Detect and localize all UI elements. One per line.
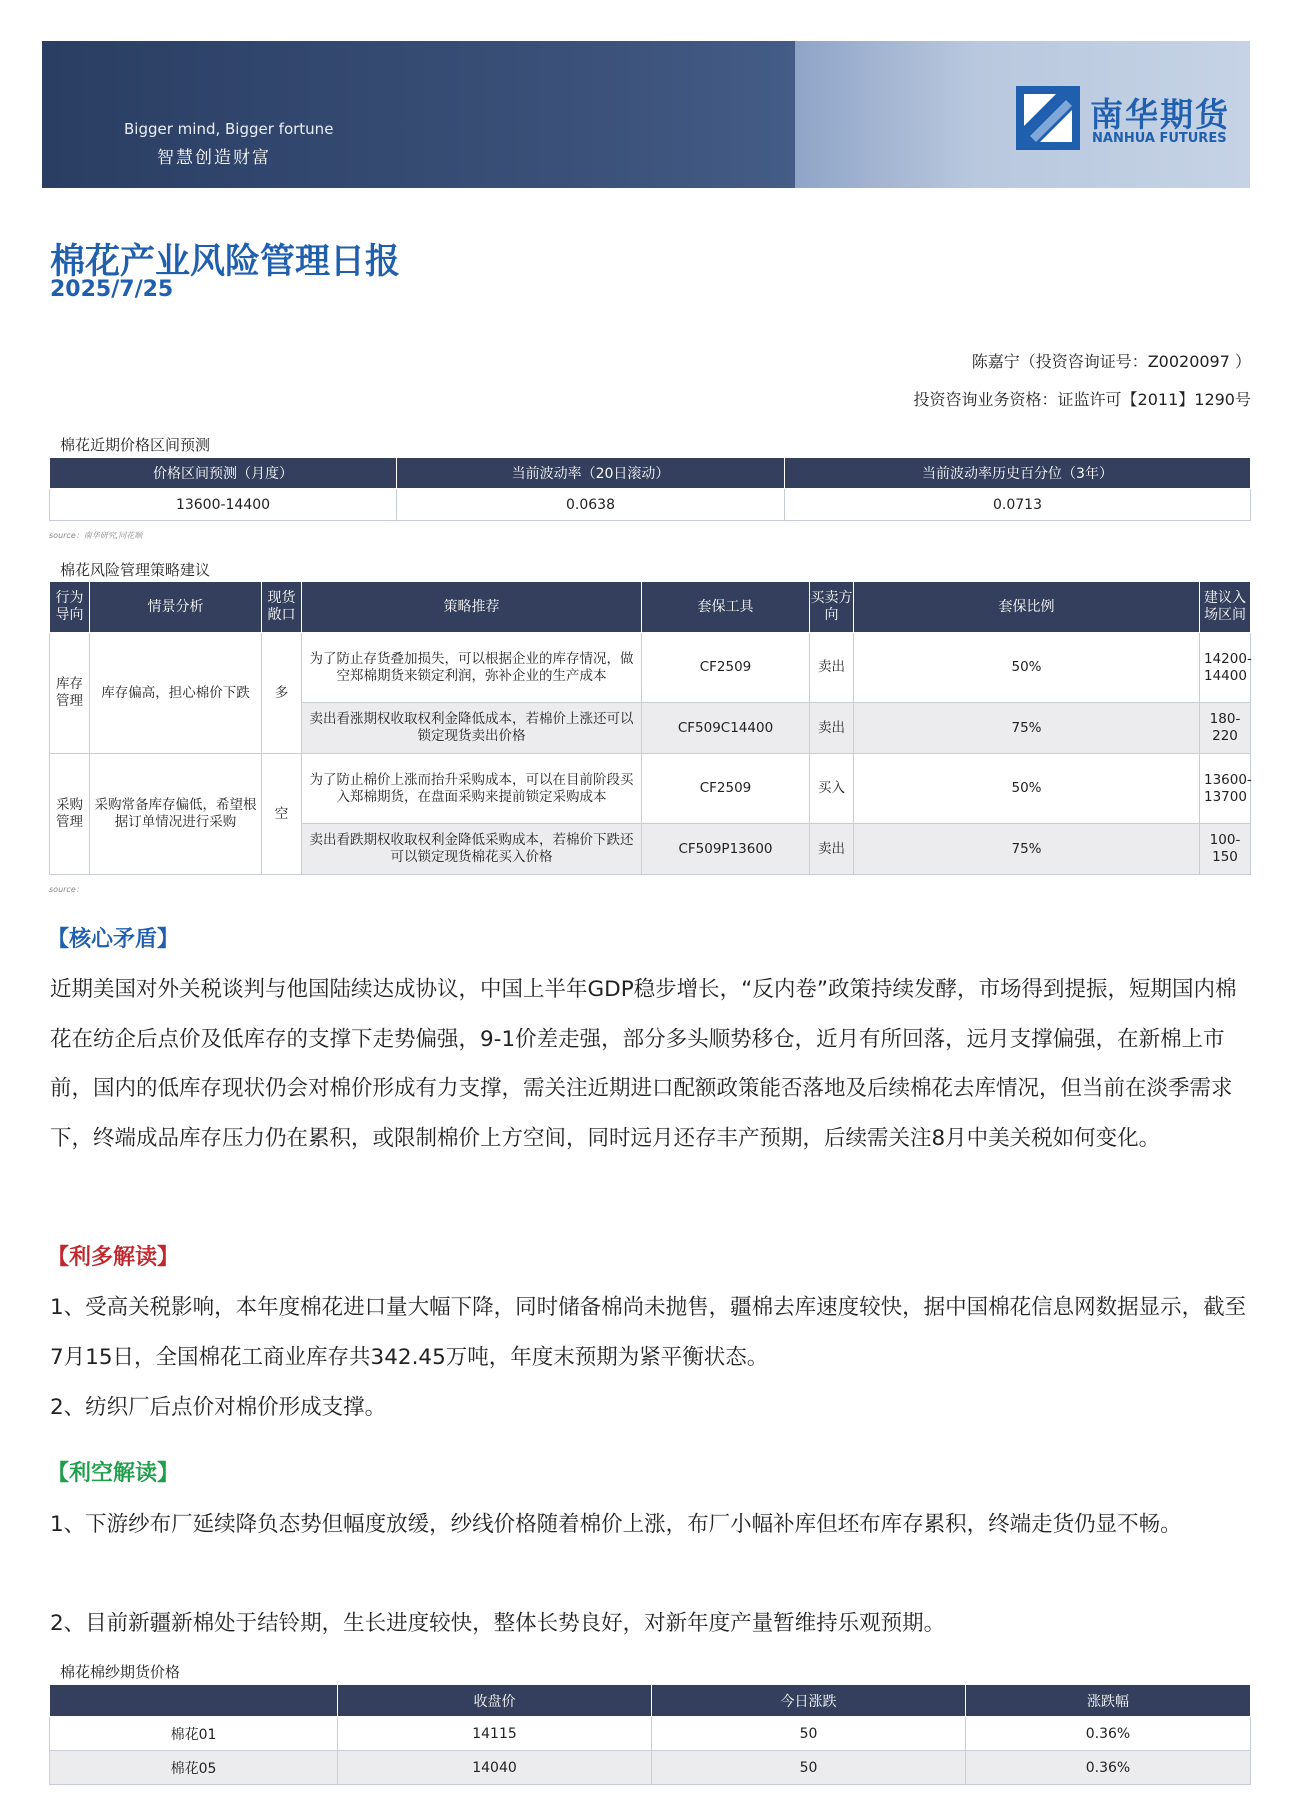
table-header	[50, 1685, 338, 1717]
table-cell: 13600-14400	[50, 489, 397, 521]
ratio-cell: 75%	[854, 824, 1200, 875]
tool-cell: CF509P13600	[642, 824, 810, 875]
bullish-paragraph-1: 1、受高关税影响，本年度棉花进口量大幅下降，同时储备棉尚未抛售，疆棉去库速度较快，据中国棉花信息网数据显示，截至7月15日，全国棉花工商业库存共342.45万吨，年度末预期为紧平衡状态。	[50, 1295, 1247, 1370]
bullish-paragraph-2: 2、纺织厂后点价对棉价形成支撑。	[50, 1395, 387, 1420]
table-cell: 棉花05	[50, 1751, 338, 1785]
strategy-cell: 为了防止棉价上涨而抬升采购成本，可以在目前阶段买入郑棉期货，在盘面采购来提前锁定采购成本	[302, 754, 642, 824]
table-header: 涨跌幅	[966, 1685, 1251, 1717]
bearish-paragraph-1: 1、下游纱布厂延续降负态势但幅度放缓，纱线价格随着棉价上涨，布厂小幅补库但坯布库存累积，终端走货仍显不畅。	[50, 1512, 1182, 1537]
table-header: 套保比例	[854, 582, 1200, 633]
strategy-cell: 为了防止存货叠加损失，可以根据企业的库存情况，做空郑棉期货来锁定利润，弥补企业的生产成本	[302, 633, 642, 703]
range-cell: 14200-14400	[1200, 633, 1251, 703]
table-row	[50, 633, 1251, 703]
core-heading: 【核心矛盾】	[47, 927, 180, 952]
slogan-en: Bigger mind, Bigger fortune	[124, 120, 334, 138]
table-header: 价格区间预测（月度）	[50, 458, 397, 489]
slogan-cn: 智慧创造财富	[157, 148, 271, 168]
table-cell: 0.36%	[966, 1717, 1251, 1751]
table-header: 当前波动率历史百分位（3年）	[785, 458, 1251, 489]
exposure-cell: 空	[262, 754, 302, 875]
bearish-heading: 【利空解读】	[47, 1461, 180, 1486]
range-cell: 100-150	[1200, 824, 1251, 875]
table-cell: 50	[652, 1751, 966, 1785]
table-header: 建议入场区间	[1200, 582, 1251, 633]
table-cell: 14115	[338, 1717, 652, 1751]
table-cell: 0.0638	[397, 489, 785, 521]
orientation-cell: 采购管理	[50, 754, 90, 875]
table-cell: 0.36%	[966, 1751, 1251, 1785]
table-header: 现货敞口	[262, 582, 302, 633]
table-header: 当前波动率（20日滚动）	[397, 458, 785, 489]
table-header: 收盘价	[338, 1685, 652, 1717]
source-note: source：南华研究,同花顺	[49, 531, 143, 540]
nanhua-logo-icon	[1016, 86, 1080, 150]
strategy-title: 棉花风险管理策略建议	[60, 561, 211, 579]
qualification-line: 投资咨询业务资格：证监许可【2011】1290号	[913, 390, 1251, 409]
header-banner	[42, 41, 1250, 188]
futures-title: 棉花棉纱期货价格	[60, 1663, 181, 1681]
ratio-cell: 50%	[854, 633, 1200, 703]
range-cell: 180-220	[1200, 703, 1251, 754]
direction-cell: 卖出	[810, 703, 854, 754]
table-cell: 50	[652, 1717, 966, 1751]
table-header: 套保工具	[642, 582, 810, 633]
strategy-cell: 卖出看跌期权收取权利金降低采购成本，若棉价下跌还可以锁定现货棉花买入价格	[302, 824, 642, 875]
report-title: 棉花产业风险管理日报	[50, 242, 401, 282]
table-cell: 0.0713	[785, 489, 1251, 521]
tool-cell: CF2509	[642, 754, 810, 824]
table-row	[50, 1717, 1251, 1751]
orientation-cell: 库存管理	[50, 633, 90, 754]
futures-table	[49, 1684, 1251, 1785]
table-cell: 14040	[338, 1751, 652, 1785]
ratio-cell: 50%	[854, 754, 1200, 824]
table-row	[50, 489, 1251, 521]
direction-cell: 卖出	[810, 633, 854, 703]
tool-cell: CF2509	[642, 633, 810, 703]
strategy-cell: 卖出看涨期权收取权利金降低成本，若棉价上涨还可以锁定现货卖出价格	[302, 703, 642, 754]
logo-text-en: NANHUA FUTURES	[1092, 131, 1227, 146]
table-row	[50, 754, 1251, 824]
price-range-table	[49, 457, 1251, 521]
table-row	[50, 1751, 1251, 1785]
scenario-cell: 库存偏高，担心棉价下跌	[90, 633, 262, 754]
table-cell: 棉花01	[50, 1717, 338, 1751]
tool-cell: CF509C14400	[642, 703, 810, 754]
source-note: source：	[49, 885, 84, 894]
price-range-title: 棉花近期价格区间预测	[60, 436, 211, 454]
direction-cell: 卖出	[810, 824, 854, 875]
table-header: 情景分析	[90, 582, 262, 633]
table-header: 策略推荐	[302, 582, 642, 633]
table-header: 行为导向	[50, 582, 90, 633]
core-paragraph: 近期美国对外关税谈判与他国陆续达成协议，中国上半年GDP稳步增长，“反内卷”政策持续发酵，市场得到提振，短期国内棉花在纺企后点价及低库存的支撑下走势偏强，9-1价差走强，部分多头顺势移仓，近月有所回落，远月支撑偏强，在新棉上市前，国内的低库存现状仍会对棉价形成有力支撑，需关注近期进口配额政策能否落地及后续棉花去库情况，但当前在淡季需求下，终端成品库存压力仍在累积，或限制棉价上方空间，同时远月还存丰产预期，后续需关注8月中美关税如何变化。	[50, 977, 1237, 1151]
report-date: 2025/7/25	[50, 277, 174, 302]
author-line: 陈嘉宁（投资咨询证号：Z0020097 ）	[971, 352, 1251, 371]
table-header: 今日涨跌	[652, 1685, 966, 1717]
strategy-table	[49, 581, 1251, 875]
logo-text-cn: 南华期货	[1090, 95, 1230, 134]
direction-cell: 买入	[810, 754, 854, 824]
bullish-heading: 【利多解读】	[47, 1245, 180, 1270]
bearish-paragraph-2: 2、目前新疆新棉处于结铃期，生长进度较快，整体长势良好，对新年度产量暂维持乐观预期。	[50, 1611, 946, 1636]
exposure-cell: 多	[262, 633, 302, 754]
table-header: 买卖方向	[810, 582, 854, 633]
scenario-cell: 采购常备库存偏低，希望根据订单情况进行采购	[90, 754, 262, 875]
ratio-cell: 75%	[854, 703, 1200, 754]
range-cell: 13600-13700	[1200, 754, 1251, 824]
